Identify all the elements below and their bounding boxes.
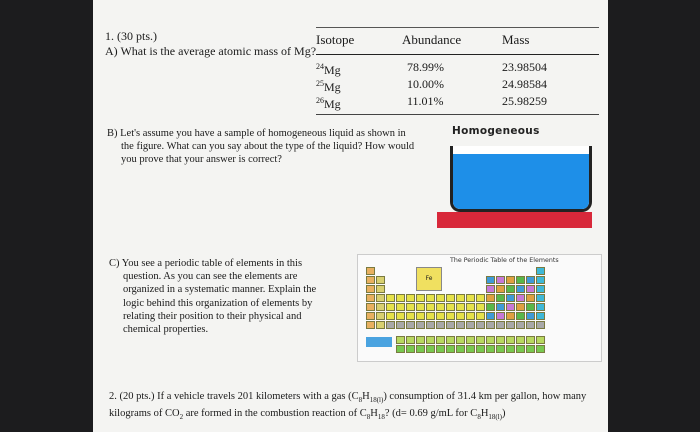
periodic-table-cell [376,321,385,329]
periodic-table-cell [376,294,385,302]
periodic-table-legend-swatch [366,337,392,347]
q2-text [109,390,604,425]
beaker [450,146,592,212]
periodic-table-cell [416,303,425,311]
periodic-table-cell [466,345,475,353]
periodic-table-cell [526,303,535,311]
periodic-table-cell [376,276,385,284]
periodic-table-cell [506,321,515,329]
periodic-table-cell [526,276,535,284]
mass-cell: 25.98259 [502,94,599,115]
periodic-table-cell [506,336,515,344]
periodic-table-cell [496,312,505,320]
periodic-table-cell [396,336,405,344]
q1-points: (30 pts.) [117,29,157,43]
periodic-table-cell [516,303,525,311]
mass-cell: 24.98584 [502,77,547,91]
part-c-line: C) You see a periodic table of elements in this [109,258,303,269]
homogeneous-liquid [453,154,589,209]
periodic-table-cell [536,312,545,320]
periodic-table-key-cell: Fe [416,267,442,291]
isotope-cell: $^{26}$Mg [316,94,402,115]
periodic-table-cell [466,321,475,329]
periodic-table-cell [506,345,515,353]
periodic-table-cell [466,336,475,344]
periodic-table-cell [496,294,505,302]
isotope-cell: $^{25}$Mg [316,79,341,94]
periodic-table-cell [506,276,515,284]
homogeneous-label: Homogeneous [452,125,540,137]
periodic-table-cell [486,312,495,320]
periodic-table-cell [486,294,495,302]
periodic-table-cell [436,312,445,320]
periodic-table-cell [536,294,545,302]
periodic-table-cell [426,303,435,311]
periodic-table-cell [516,345,525,353]
isotope-table [316,27,599,115]
periodic-table-cell [476,312,485,320]
periodic-table-cell [376,285,385,293]
periodic-table-cell [426,345,435,353]
periodic-table-cell [516,276,525,284]
periodic-table-cell [366,276,375,284]
periodic-table-cell [496,345,505,353]
q1-number: 1. [105,29,114,43]
periodic-table-cell [456,294,465,302]
periodic-table-cell [506,285,515,293]
periodic-table-cell [446,345,455,353]
periodic-table-cell [466,312,475,320]
periodic-table-cell [456,303,465,311]
q2-line: kilograms of $CO_2$ are formed in the combustion reaction of $C_8H_{18}$? (d= 0.69 g/mL for $C_8H_{18(l)}$) [109,408,506,422]
periodic-table-cell [446,321,455,329]
periodic-table-cell [486,336,495,344]
periodic-table-cell [406,312,415,320]
part-c-line: organized in a systematic manner. Explain the [123,284,317,296]
periodic-table-cell [386,321,395,329]
periodic-table-cell [426,294,435,302]
q2-line: 2. (20 pts.) If a vehicle travels 201 kilometers with a gas $(C_8H_{18(l)})$ consumption of 31.4 km per gallon, how many [109,391,587,405]
col-header-mass: Mass [502,28,599,55]
periodic-table-cell [406,336,415,344]
periodic-table-cell [446,294,455,302]
abundance-cell: 78.99% [407,60,444,74]
periodic-table-cell [496,336,505,344]
periodic-table-cell [426,321,435,329]
periodic-table-cell [406,345,415,353]
periodic-table-cell [396,303,405,311]
q1-part-c [109,257,345,336]
part-b-line: the figure. What can you say about the type of the liquid? How would [121,141,415,153]
periodic-table-cell [516,285,525,293]
periodic-table-cell [406,321,415,329]
periodic-table-cell [436,345,445,353]
periodic-table-cell [466,303,475,311]
periodic-table-cell [406,303,415,311]
periodic-table-cell [456,321,465,329]
periodic-table-cell [536,321,545,329]
periodic-table-cell [476,303,485,311]
periodic-table-cell [516,294,525,302]
periodic-table-cell [486,276,495,284]
periodic-table-cell [436,321,445,329]
isotope-table-header [316,28,599,55]
periodic-table-cell [506,294,515,302]
part-b-line: B) Let's assume you have a sample of homogeneous liquid as shown in [107,128,406,139]
periodic-table-cell [516,336,525,344]
periodic-table-image [357,254,602,362]
periodic-table-cell [446,303,455,311]
periodic-table-cell [516,321,525,329]
periodic-table-cell [416,294,425,302]
periodic-table-cell [476,336,485,344]
col-header-isotope: Isotope [316,28,402,55]
col-header-abundance: Abundance [402,28,502,55]
mass-cell: 23.98504 [502,60,547,74]
periodic-table-cell [536,336,545,344]
periodic-table-cell [486,321,495,329]
periodic-table-cell [446,336,455,344]
periodic-table-cell [506,303,515,311]
periodic-table-cell [366,312,375,320]
table-row [316,55,599,78]
periodic-table-cell [506,312,515,320]
periodic-table-cell [366,267,375,275]
periodic-table-cell [516,312,525,320]
periodic-table-cell [416,345,425,353]
periodic-table-cell [456,336,465,344]
periodic-table-cell [456,312,465,320]
periodic-table-cell [476,345,485,353]
periodic-table-cell [366,303,375,311]
periodic-table-cell [366,285,375,293]
isotope-cell: $^{24}$Mg [316,62,341,77]
q1-heading [105,29,157,43]
periodic-table-cell [446,312,455,320]
periodic-table-cell [436,303,445,311]
periodic-table-title: The Periodic Table of the Elements [450,257,559,264]
periodic-table-cell [496,285,505,293]
periodic-table-cell [476,321,485,329]
periodic-table-cell [366,294,375,302]
periodic-table-cell [386,294,395,302]
q1-part-a: A) What is the average atomic mass of Mg? [105,44,317,58]
worksheet-page [93,0,608,432]
periodic-table-cell [386,303,395,311]
periodic-table-cell [526,345,535,353]
periodic-table-cell [526,294,535,302]
periodic-table-cell [416,312,425,320]
periodic-table-cell [406,294,415,302]
periodic-table-cell [416,321,425,329]
periodic-table-cell [526,336,535,344]
periodic-table-cell [366,321,375,329]
periodic-table-cell [536,345,545,353]
periodic-table-cell [526,285,535,293]
periodic-table-cell [536,285,545,293]
periodic-table-cell [536,276,545,284]
periodic-table-cell [526,321,535,329]
periodic-table-cell [496,321,505,329]
abundance-cell: 10.00% [407,77,444,91]
part-c-line: question. As you can see the elements are [123,271,298,283]
hot-plate [437,212,592,228]
periodic-table-cell [386,312,395,320]
periodic-table-cell [416,336,425,344]
periodic-table-cell [436,294,445,302]
part-c-line: logic behind this organization of elements by [123,297,313,309]
periodic-table-cell [536,303,545,311]
periodic-table-cell [396,321,405,329]
table-row [316,94,599,115]
periodic-table-cell [486,345,495,353]
periodic-table-cell [496,303,505,311]
part-c-line: relating their position to their physical and [123,310,302,322]
periodic-table-cell [486,285,495,293]
periodic-table-cell [526,312,535,320]
periodic-table-cell [396,294,405,302]
periodic-table-cell [456,345,465,353]
table-row [316,77,599,94]
periodic-table-cell [466,294,475,302]
abundance-cell: 11.01% [402,94,502,115]
part-b-line: you prove that your answer is correct? [121,154,282,166]
periodic-table-cell [376,312,385,320]
part-c-line: chemical properties. [123,324,209,336]
q1-part-b [107,127,437,167]
periodic-table-cell [476,294,485,302]
periodic-table-cell [486,303,495,311]
periodic-table-cell [376,303,385,311]
periodic-table-cell [426,312,435,320]
periodic-table-cell [536,267,545,275]
periodic-table-cell [396,345,405,353]
periodic-table-cell [426,336,435,344]
periodic-table-cell [436,336,445,344]
periodic-table-cell [496,276,505,284]
periodic-table-cell [396,312,405,320]
